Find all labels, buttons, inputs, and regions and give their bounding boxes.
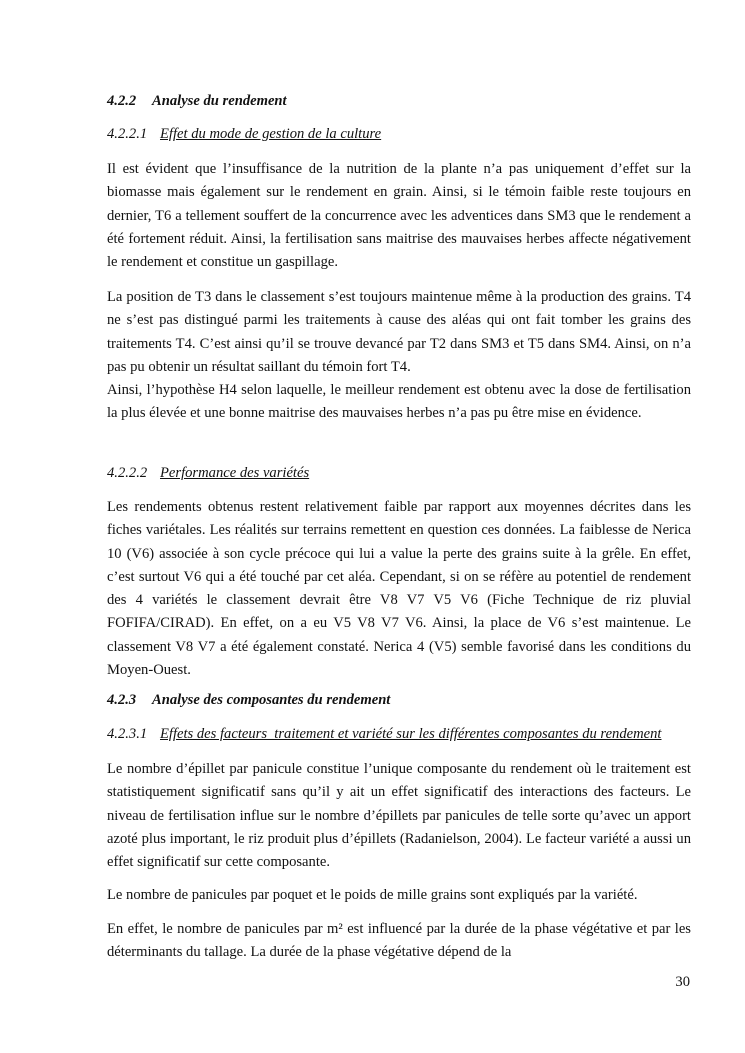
section-number: 4.2.2.1 xyxy=(107,126,148,142)
section-title: Performance des variétés xyxy=(160,465,310,481)
paragraph: Ainsi, l’hypothèse H4 selon laquelle, le meilleur rendement est obtenu avec la dose de fertilisation la plus élevée et une bonne maitrise des mauvaises herbes n’a pas pu être mise en évidence. xyxy=(107,382,691,422)
heading-4-2-2 xyxy=(107,90,691,113)
section-number: 4.2.2 xyxy=(107,93,137,109)
section-number: 4.2.3.1 xyxy=(107,726,148,742)
page-number: 30 xyxy=(675,974,690,990)
paragraph: Le nombre d’épillet par panicule constitue l’unique composante du rendement où le traitement est statistiquement significatif sans qu’il y ait un effet significatif des interactions des facteurs. Le niveau de fertilisation influe sur le nombre d’épillets par panicules de telle sorte qu’avec un apport azoté plus important, le riz produit plus d’épillets (Radanielson, 2004). Le facteur variété a aussi un effet significatif sur cette composante. xyxy=(107,761,691,871)
section-number: 4.2.3 xyxy=(107,692,137,708)
paragraph: Il est évident que l’insuffisance de la nutrition de la plante n’a pas uniquement d’effet sur la biomasse mais également sur le rendement en grain. Ainsi, si le témoin faible reste toujours en dernier, T6 a tellement souffert de la concurrence avec les adventices dans SM3 que le rendement a été fortement réduit. Ainsi, la fertilisation sans maitrise des mauvaises herbes affecte négativement le rendement et constitue un gaspillage. xyxy=(107,161,691,271)
heading-4-2-3-1 xyxy=(107,723,691,746)
section-title: Analyse du rendement xyxy=(152,93,287,109)
paragraph: La position de T3 dans le classement s’est toujours maintenue même à la production des grains. T4 ne s’est pas distingué parmi les traitements à cause des aléas qui ont fait tomber les grains des traitements T4. C’est ainsi qu’il se trouve devancé par T2 dans SM3 et T5 dans SM4. Ainsi, on n’a pas pu obtenir un résultat saillant du témoin fort T4. xyxy=(107,289,691,375)
paragraph: Les rendements obtenus restent relativement faible par rapport aux moyennes décrites dans les fiches variétales. Les réalités sur terrains remettent en question ces données. La faiblesse de Nerica 10 (V6) associée à son cycle précoce qui lui a value la perte des grains suite à la grêle. En effet, c’est surtout V6 qui a été touché par cet aléa. Cependant, si on se réfère au potentiel de rendement des 4 variétés le classement devrait être V8 V7 V5 V6 (Fiche Technique de riz pluvial FOFIFA/CIRAD). En effet, on a eu V5 V8 V7 V6. Ainsi, la place de V6 s’est maintenue. Le classement V8 V7 a été également constaté. Nerica 4 (V5) semble favorisé dans les conditions du Moyen-Ouest. xyxy=(107,499,691,679)
section-number: 4.2.2.2 xyxy=(107,465,148,481)
heading-4-2-3 xyxy=(107,689,691,712)
paragraph: Le nombre de panicules par poquet et le poids de mille grains sont expliqués par la variété. xyxy=(107,887,638,903)
paragraph: En effet, le nombre de panicules par m² est influencé par la durée de la phase végétative et par les déterminants du tallage. La durée de la phase végétative dépend de la xyxy=(107,921,691,961)
heading-4-2-2-2 xyxy=(107,462,691,485)
section-title: Analyse des composantes du rendement xyxy=(152,692,391,708)
section-title: Effets des facteurs traitement et variété sur les différentes composantes du rendement xyxy=(160,726,662,742)
heading-4-2-2-1 xyxy=(107,123,691,146)
section-title: Effet du mode de gestion de la culture xyxy=(160,126,382,142)
